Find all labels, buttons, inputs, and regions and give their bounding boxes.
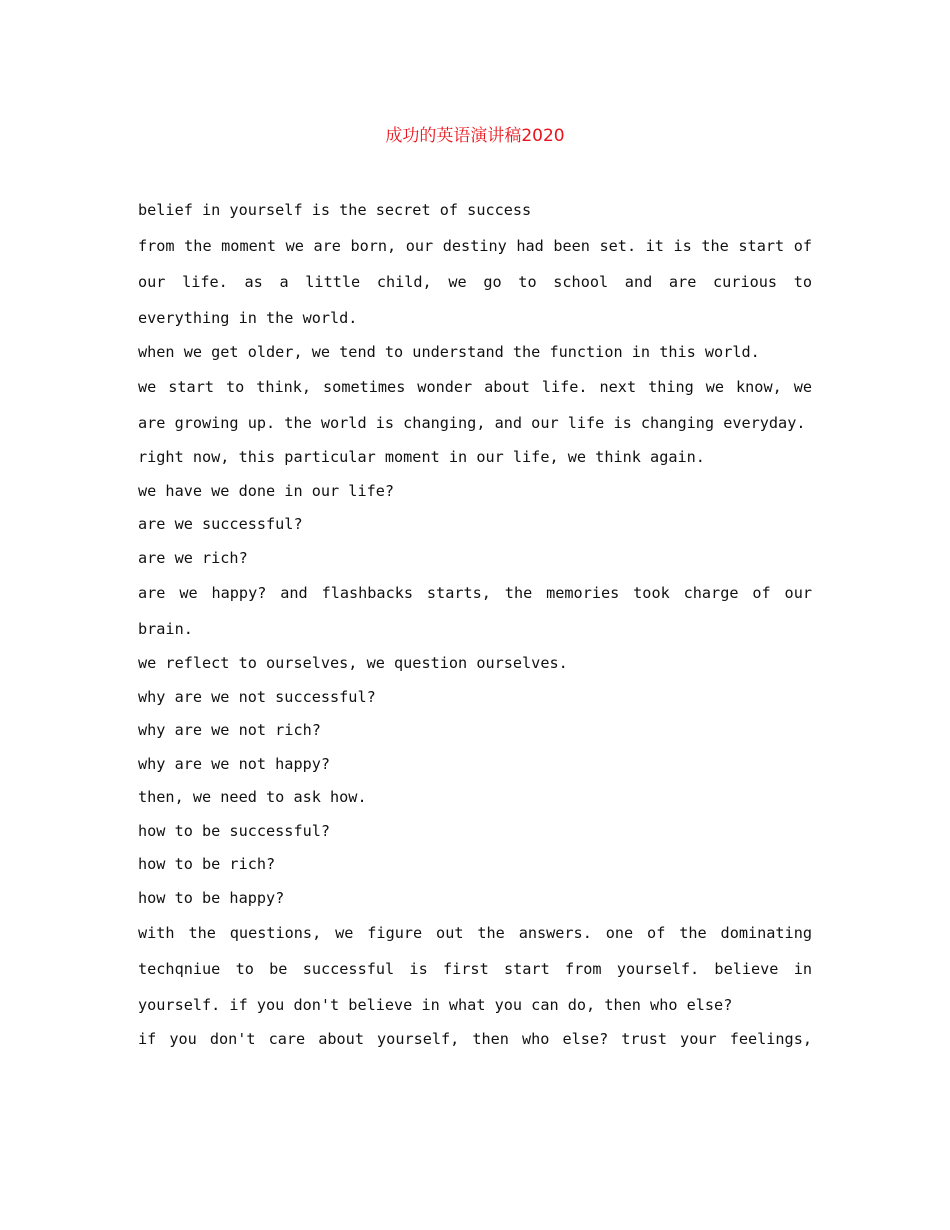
document-body bbox=[138, 194, 812, 1057]
paragraph: how to be successful? bbox=[138, 821, 331, 840]
paragraph: if you don't care about yourself, then who else? trust your feelings, bbox=[138, 1030, 812, 1048]
paragraph: are we successful? bbox=[138, 515, 303, 533]
paragraph: why are we not successful? bbox=[138, 687, 376, 706]
paragraph: we reflect to ourselves, we question ourselves. bbox=[138, 654, 568, 672]
paragraph: how to be rich? bbox=[138, 855, 276, 873]
paragraph: are we rich? bbox=[138, 548, 248, 567]
paragraph: are we happy? and flashbacks starts, the memories took charge of our brain. bbox=[138, 584, 812, 638]
paragraph: when we get older, we tend to understand the function in this world. bbox=[138, 342, 760, 361]
paragraph: then, we need to ask how. bbox=[138, 788, 367, 806]
paragraph: we have we done in our life? bbox=[138, 481, 395, 500]
paragraph: how to be happy? bbox=[138, 888, 285, 907]
paragraph: why are we not rich? bbox=[138, 721, 321, 739]
paragraph: with the questions, we figure out the answers. one of the dominating techqniue to be successful is first start from yourself. believe in yourself. if you don't believe in what you can do, then who else? bbox=[138, 924, 812, 1014]
document-title: 成功的英语演讲稿2020 bbox=[385, 126, 565, 146]
paragraph: from the moment we are born, our destiny had been set. it is the start of our life. as a little child, we go to school and are curious to everything in the world. bbox=[138, 236, 812, 327]
paragraph: why are we not happy? bbox=[138, 754, 331, 773]
paragraph: we start to think, sometimes wonder about life. next thing we know, we are growing up. the world is changing, and our life is changing everyday. bbox=[138, 378, 812, 432]
paragraph: right now, this particular moment in our life, we think again. bbox=[138, 448, 705, 466]
paragraph: belief in yourself is the secret of success bbox=[138, 201, 532, 219]
